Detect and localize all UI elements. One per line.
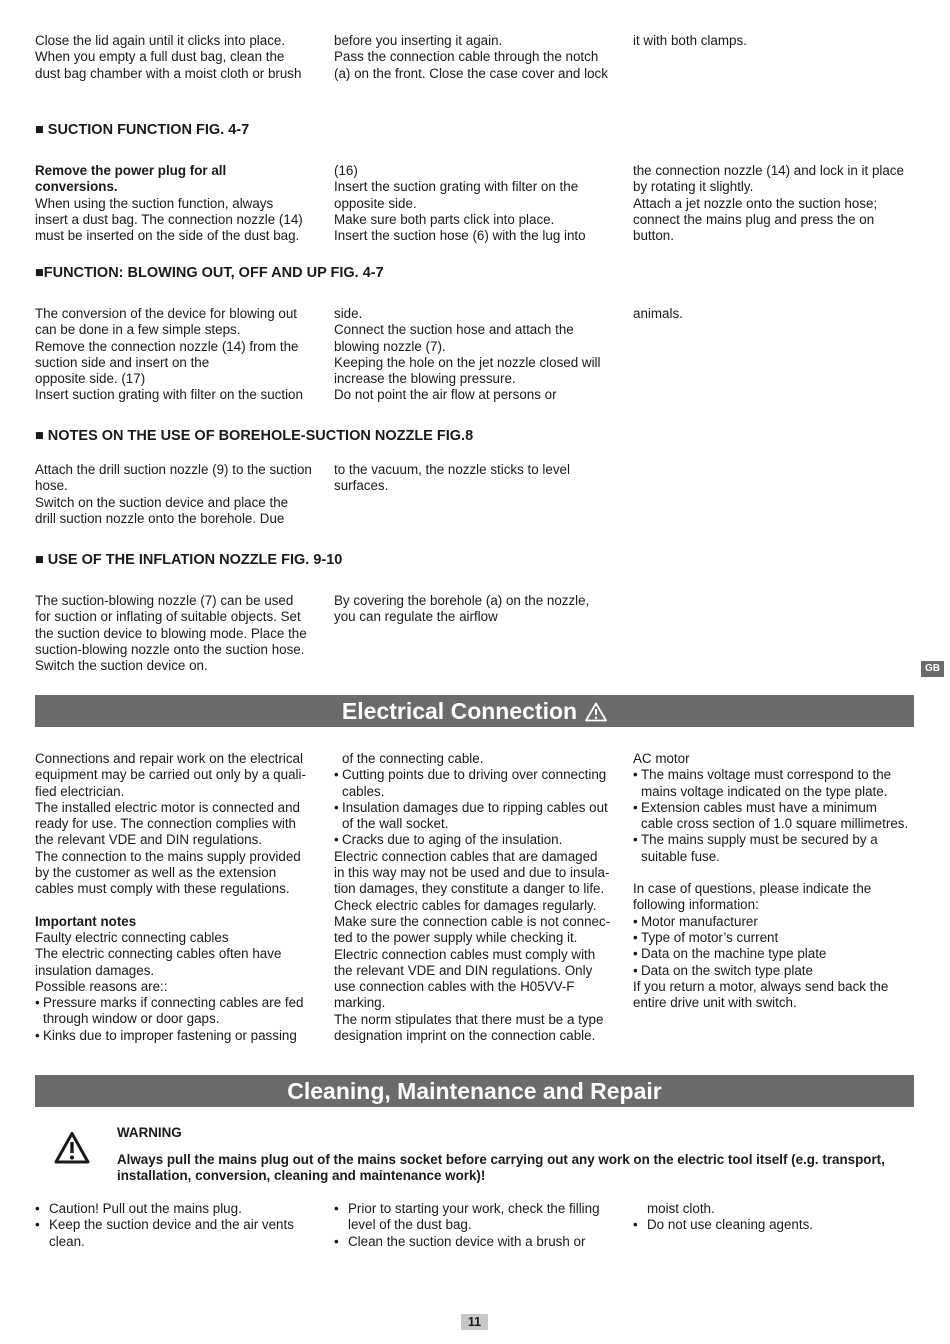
text-line: must be inserted on the side of the dust bag. — [35, 228, 300, 244]
text-line: (16) — [334, 163, 358, 178]
language-tab: GB — [921, 661, 944, 677]
text-line: (a) on the front. Close the case cover and lock — [334, 65, 608, 81]
text-line: By covering the borehole (a) on the nozzle, — [334, 593, 590, 608]
cleaning-list — [35, 1201, 320, 1250]
section-band-electrical — [35, 695, 914, 727]
list-item: • Data on the machine type plate — [633, 946, 918, 962]
text-line: side. — [334, 306, 363, 321]
text-line: Possible reasons are:: — [35, 978, 168, 994]
warning-text: Always pull the mains plug out of the mains socket before carrying out any work on the electric tool itself (e.g. transport, installation, conversion, cleaning and maintenance work)! — [117, 1152, 885, 1184]
text-line: When you empty a full dust bag, clean the — [35, 49, 285, 65]
text-line: If you return a motor, always send back the — [633, 978, 889, 994]
text-line: insert a dust bag. The connection nozzle (14) — [35, 211, 303, 227]
electrical-column-1 — [35, 751, 320, 1044]
list-item: • Prior to starting your work, check the filling level of the dust bag. — [334, 1201, 619, 1234]
list-item: • Caution! Pull out the mains plug. — [35, 1201, 320, 1217]
text-line: hose. — [35, 478, 68, 494]
text-line: Switch the suction device on. — [35, 658, 208, 674]
text-line: Connect the suction hose and attach the — [334, 322, 574, 338]
text-line: blowing nozzle (7). — [334, 338, 446, 354]
list-item: • Motor manufacturer — [633, 914, 918, 930]
section-heading-blowing: ■FUNCTION: BLOWING OUT, OFF AND UP FIG. 4-7 — [35, 265, 384, 281]
suction-column-1 — [35, 163, 320, 244]
electrical-column-3 — [633, 751, 918, 1011]
text-line: the suction device to blowing mode. Place the — [35, 625, 307, 641]
text-line: animals. — [633, 306, 683, 321]
text-line: When using the suction function, always — [35, 195, 274, 211]
suction-column-2 — [334, 163, 619, 244]
text-line: insulation damages. — [35, 962, 155, 978]
cleaning-list — [334, 1201, 619, 1250]
section-heading-suction: ■ SUCTION FUNCTION FIG. 4-7 — [35, 122, 250, 138]
text-line: before you inserting it again. — [334, 33, 503, 48]
text-line: by the customer as well as the extension — [35, 865, 277, 881]
text-line: following information: — [633, 897, 759, 913]
text-line: Remove the connection nozzle (14) from the — [35, 338, 299, 354]
intro-column-3 — [633, 33, 918, 49]
text-line: entire drive unit with switch. — [633, 995, 797, 1011]
text-line: Insert suction grating with filter on the suction — [35, 387, 303, 403]
suction-column-3 — [633, 163, 918, 244]
section-heading-borehole: ■ NOTES ON THE USE OF BOREHOLE-SUCTION NOZZLE FIG.8 — [35, 428, 474, 444]
text-line: opposite side. (17) — [35, 371, 146, 387]
text-line: ready for use. The connection complies with — [35, 816, 297, 832]
text-line: cables must comply with these regulations. — [35, 881, 290, 897]
list-item: • Type of motor’s current — [633, 930, 918, 946]
text-line: Connections and repair work on the electrical — [35, 751, 303, 766]
text-line: marking. — [334, 995, 386, 1011]
text-line: to the vacuum, the nozzle sticks to level — [334, 462, 570, 477]
borehole-column-1 — [35, 462, 320, 527]
text-line: The suction-blowing nozzle (7) can be used — [35, 593, 294, 608]
blowing-column-2 — [334, 306, 619, 404]
text-line: surfaces. — [334, 478, 389, 494]
list-item: • Data on the switch type plate — [633, 963, 918, 979]
subheading-important-notes: Important notes — [35, 913, 137, 929]
inflation-column-1 — [35, 593, 320, 674]
motor-requirements-list — [633, 767, 918, 865]
section-heading-inflation: ■ USE OF THE INFLATION NOZZLE FIG. 9-10 — [35, 552, 343, 568]
text-line: fied electrician. — [35, 783, 125, 799]
text-line: drill suction nozzle onto the borehole. Due — [35, 510, 285, 526]
text-line: ted to the power supply while checking it. — [334, 930, 578, 946]
text-line: tion damages, they constitute a danger to life. — [334, 881, 605, 897]
text-line: suction side and insert on the — [35, 354, 210, 370]
inflation-column-2 — [334, 593, 619, 626]
section-band-cleaning — [35, 1075, 914, 1107]
blowing-column-3 — [633, 306, 918, 322]
text-line: Make sure both parts click into place. — [334, 211, 555, 227]
list-item: • Keep the suction device and the air vents clean. — [35, 1217, 320, 1250]
text-line: the relevant VDE and DIN regulations. — [35, 832, 263, 848]
text-line: moist cloth. — [647, 1201, 715, 1216]
damage-list — [334, 767, 619, 848]
text-line: equipment may be carried out only by a quali- — [35, 767, 306, 783]
cleaning-list — [633, 1217, 918, 1233]
list-item: • Clean the suction device with a brush or — [334, 1234, 619, 1250]
text-line: connect the mains plug and press the on — [633, 211, 875, 227]
text-line: Check electric cables for damages regularly. — [334, 897, 597, 913]
text-line: it with both clamps. — [633, 33, 747, 48]
text-line: for suction or inflating of suitable objects. Set — [35, 609, 301, 625]
text-line: increase the blowing pressure. — [334, 371, 516, 387]
cleaning-column-2 — [334, 1201, 619, 1250]
text-line: The norm stipulates that there must be a type — [334, 1011, 604, 1027]
warning-triangle-icon — [54, 1131, 90, 1165]
text-line: the connection nozzle (14) and lock in it place — [633, 163, 904, 178]
electrical-column-2 — [334, 751, 619, 1044]
bold-note: conversions. — [35, 179, 118, 195]
blowing-column-1 — [35, 306, 320, 404]
text-line: The installed electric motor is connected and — [35, 799, 300, 815]
band-title: Electrical Connection — [341, 698, 578, 724]
text-line: Make sure the connection cable is not connec- — [334, 913, 611, 929]
list-item: • Do not use cleaning agents. — [633, 1217, 918, 1233]
text-line: button. — [633, 228, 674, 244]
text-line: Keeping the hole on the jet nozzle closed will — [334, 354, 601, 370]
text-line: suction-blowing nozzle onto the suction hose. — [35, 641, 305, 657]
list-item: • Cutting points due to driving over connecting cables. — [334, 767, 619, 800]
text-line: can be done in a few simple steps. — [35, 322, 241, 338]
bold-note: Remove the power plug for all — [35, 163, 227, 178]
intro-column-2 — [334, 33, 619, 82]
reasons-list — [35, 995, 320, 1044]
list-item: • Kinks due to improper fastening or passing — [35, 1028, 320, 1044]
text-line: in this way may not be used and due to insula- — [334, 865, 610, 881]
text-line: Insert the suction hose (6) with the lug into — [334, 228, 586, 244]
text-line: Close the lid again until it clicks into place. — [35, 33, 286, 48]
cleaning-column-3 — [633, 1201, 918, 1234]
text-line: The connection to the mains supply provided — [35, 848, 301, 864]
list-item: • Pressure marks if connecting cables are fed through window or door gaps. — [35, 995, 320, 1028]
list-item: • Cracks due to aging of the insulation. — [334, 832, 619, 848]
band-title: Cleaning, Maintenance and Repair — [287, 1078, 662, 1104]
intro-column-1 — [35, 33, 320, 82]
list-item: • Insulation damages due to ripping cables out of the wall socket. — [334, 800, 619, 833]
subheading-ac-motor: AC motor — [633, 751, 690, 766]
text-line: Electric connection cables that are damaged — [334, 848, 598, 864]
text-line: of the connecting cable. — [342, 751, 484, 766]
text-line: Faulty electric connecting cables — [35, 929, 229, 945]
text-line: The electric connecting cables often have — [35, 946, 282, 962]
text-line: by rotating it slightly. — [633, 179, 754, 195]
text-line: designation imprint on the connection cable. — [334, 1028, 596, 1044]
information-list — [633, 914, 918, 979]
text-line: opposite side. — [334, 195, 417, 211]
text-line: Do not point the air flow at persons or — [334, 387, 557, 403]
text-line: Switch on the suction device and place the — [35, 494, 289, 510]
text-line: In case of questions, please indicate the — [633, 881, 872, 897]
text-line: Electric connection cables must comply with — [334, 946, 596, 962]
list-item: • The mains supply must be secured by a suitable fuse. — [633, 832, 918, 865]
text-line: Attach a jet nozzle onto the suction hose; — [633, 195, 878, 211]
warning-title: WARNING — [117, 1125, 182, 1140]
text-line: Attach the drill suction nozzle (9) to the suction — [35, 462, 312, 477]
borehole-column-2 — [334, 462, 619, 495]
text-line: Insert the suction grating with filter on the — [334, 179, 579, 195]
text-line: you can regulate the airflow — [334, 609, 498, 625]
warning-triangle-icon — [585, 702, 607, 722]
text-line: use connection cables with the H05VV-F — [334, 979, 575, 995]
page-number: 11 — [461, 1314, 488, 1330]
text-line: dust bag chamber with a moist cloth or brush — [35, 65, 302, 81]
text-line: Pass the connection cable through the notch — [334, 49, 599, 65]
text-line: The conversion of the device for blowing out — [35, 306, 298, 321]
list-item: • Extension cables must have a minimum cable cross section of 1.0 square millimetres. — [633, 800, 918, 833]
text-line: the relevant VDE and DIN regulations. Only — [334, 962, 593, 978]
list-item: • The mains voltage must correspond to the mains voltage indicated on the type plate. — [633, 767, 918, 800]
cleaning-column-1 — [35, 1201, 320, 1250]
